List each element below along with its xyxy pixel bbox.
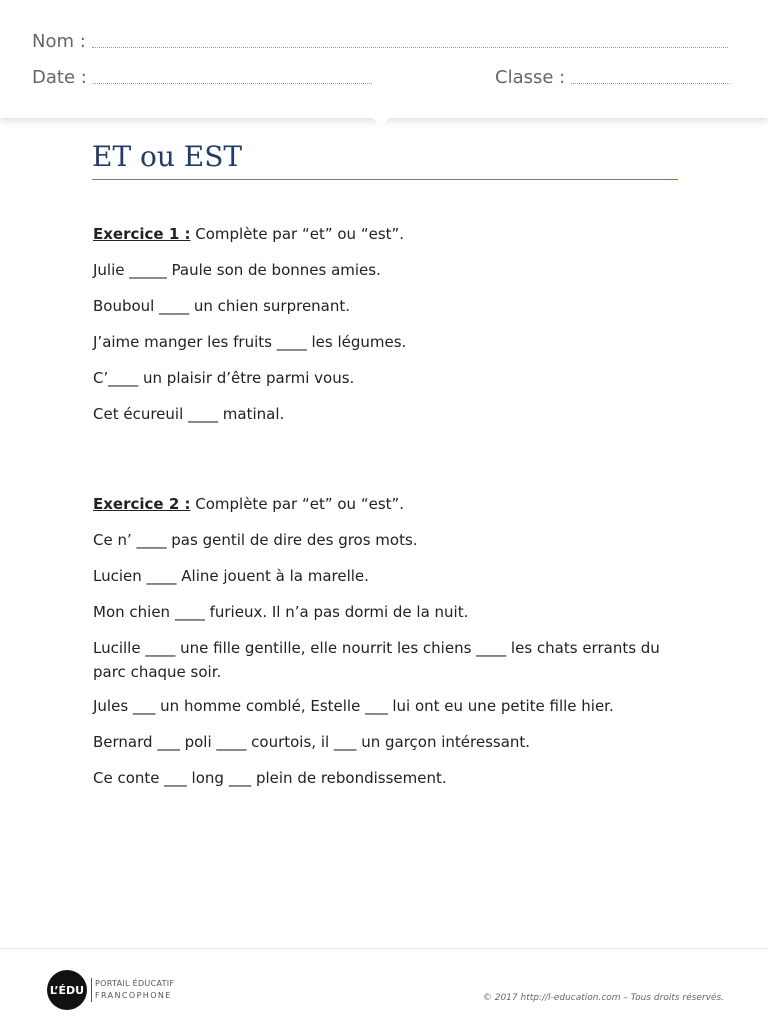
exercise1-header xyxy=(93,224,673,260)
exercise1-sentence: Bouboul ____ un chien surprenant. xyxy=(93,297,351,315)
exercise2-sentence: Ce conte ___ long ___ plein de rebondissement. xyxy=(93,769,447,787)
exercise2-heading: Exercice 2 : xyxy=(93,495,191,513)
exercise2-sentence: Lucien ____ Aline jouent à la marelle. xyxy=(93,567,369,585)
class-dotted-line xyxy=(571,82,730,84)
name-field[interactable] xyxy=(32,28,728,52)
ledu-logo xyxy=(47,970,87,1010)
date-label: Date : xyxy=(32,67,87,88)
exercise2-sentence: Bernard ___ poli ____ courtois, il ___ un garçon intéressant. xyxy=(93,733,531,751)
exercise2-sentence: Mon chien ____ furieux. Il n’a pas dormi de la nuit. xyxy=(93,603,469,621)
section-spacer xyxy=(93,440,673,494)
copyright-notice: © 2017 http://l-education.com – Tous droits réservés. xyxy=(482,993,724,1003)
worksheet-header xyxy=(0,0,768,118)
logo-text: L’ÉDU xyxy=(49,983,85,997)
exercise1-heading: Exercice 1 : xyxy=(93,225,191,243)
exercise1-sentence: C’____ un plaisir d’être parmi vous. xyxy=(93,369,355,387)
class-field[interactable] xyxy=(495,64,730,88)
name-label: Nom : xyxy=(32,31,86,52)
class-label: Classe : xyxy=(495,67,566,88)
brand-line-2: FRANCOPHONE xyxy=(95,991,172,1000)
footer-divider xyxy=(0,948,768,949)
exercise1-sentence: Cet écureuil ____ matinal. xyxy=(93,405,285,423)
name-dotted-line xyxy=(92,46,728,48)
exercise2-sentence: Lucille ____ une fille gentille, elle nourrit les chiens ____ les chats errants du parc chaque soir. xyxy=(93,639,660,681)
logo-separator xyxy=(91,978,92,1002)
title-underline xyxy=(92,179,678,180)
exercise1-instruction: Complète par “et” ou “est”. xyxy=(190,225,405,243)
worksheet-content xyxy=(93,224,673,804)
date-field[interactable] xyxy=(32,64,372,88)
exercise1-sentence: Julie _____ Paule son de bonnes amies. xyxy=(93,261,381,279)
brand-line-1: PORTAIL ÉDUCATIF xyxy=(95,979,175,988)
exercise1-sentence: J’aime manger les fruits ____ les légumes. xyxy=(93,333,407,351)
date-dotted-line xyxy=(93,82,372,84)
exercise2-sentence: Ce n’ ____ pas gentil de dire des gros mots. xyxy=(93,531,418,549)
exercise2-instruction: Complète par “et” ou “est”. xyxy=(190,495,405,513)
exercise2-header xyxy=(93,494,673,530)
exercise2-sentence: Jules ___ un homme comblé, Estelle ___ lui ont eu une petite fille hier. xyxy=(93,697,614,715)
page-title: ET ou EST xyxy=(92,140,243,173)
